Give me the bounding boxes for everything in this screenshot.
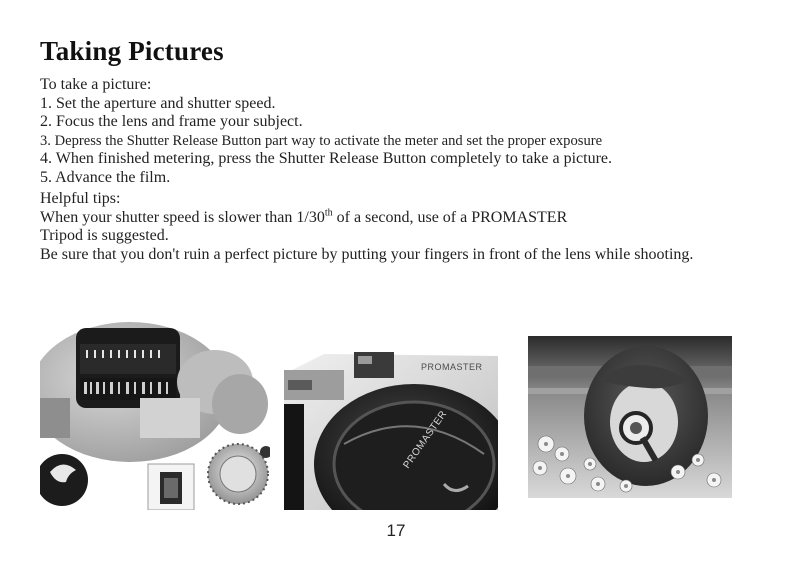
camera-controls-photo <box>40 322 270 510</box>
camera-body-illustration <box>284 334 498 510</box>
step-4: 4. When finished metering, press the Shutter Release Button completely to take a picture. <box>40 150 612 167</box>
tip-1-text: When your shutter speed is slower than 1/30 <box>40 208 325 226</box>
page-number: 17 <box>386 521 406 540</box>
child-with-magnifier-illustration <box>528 336 732 498</box>
camera-body-photo <box>284 334 498 510</box>
step-1: 1. Set the aperture and shutter speed. <box>40 94 276 112</box>
tip-1-line-1 <box>40 209 756 228</box>
tip-1-text-end: of a second, use of a PROMASTER <box>332 208 568 226</box>
tip-1-line-2: Tripod is suggested. <box>40 227 169 244</box>
step-5: 5. Advance the film. <box>40 168 171 186</box>
step-3: 3. Depress the Shutter Release Button part way to activate the meter and set the proper exposure <box>40 132 603 149</box>
instructions-text <box>40 76 756 264</box>
tip-2: Be sure that you don't ruin a perfect picture by putting your fingers in front of the lens while shooting. <box>40 245 694 263</box>
intro-line: To take a picture: <box>40 76 152 93</box>
child-with-magnifier-photo <box>528 336 732 498</box>
tips-heading: Helpful tips: <box>40 190 121 207</box>
page-title: Taking Pictures <box>40 36 224 66</box>
camera-controls-illustration <box>40 322 270 510</box>
camera-brand-label: PROMASTER <box>421 362 483 372</box>
lens-brand-label: PROMASTER <box>401 408 450 471</box>
step-2: 2. Focus the lens and frame your subject. <box>40 113 303 130</box>
tip-1-superscript: th <box>324 207 333 219</box>
